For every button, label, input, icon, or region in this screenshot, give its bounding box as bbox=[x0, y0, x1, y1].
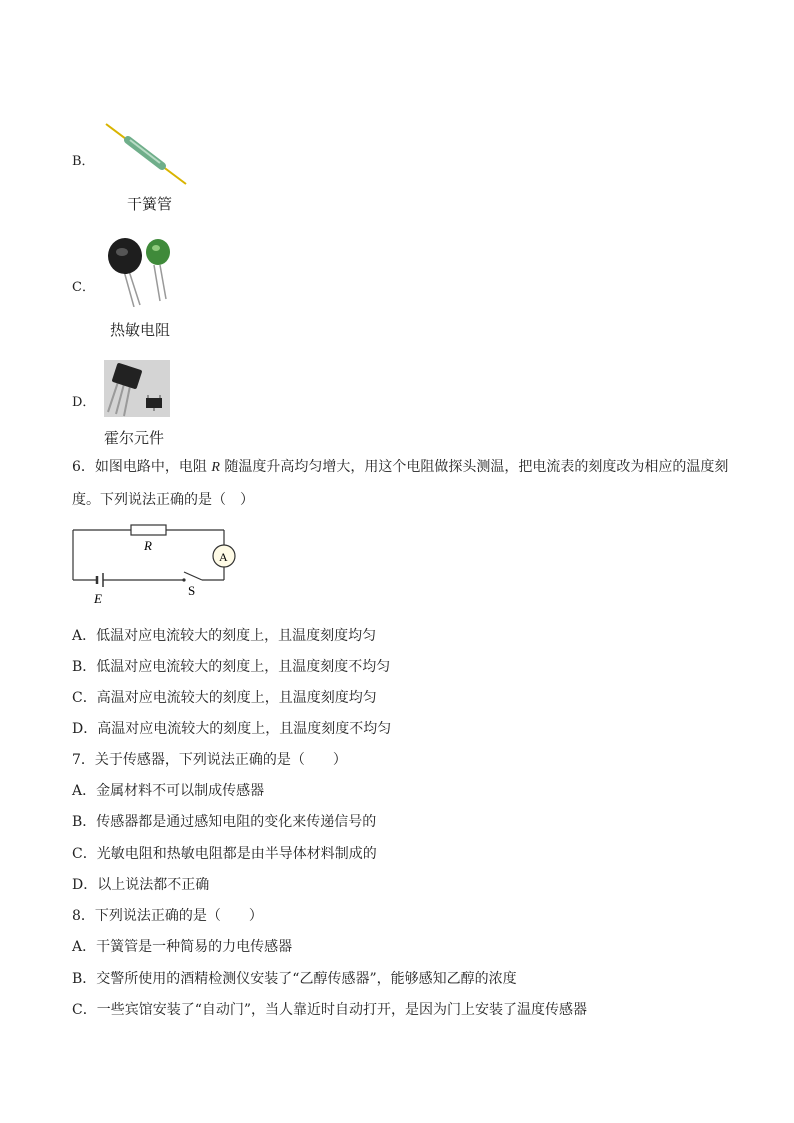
q7-option-a: A．金属材料不可以制成传感器 bbox=[72, 783, 265, 799]
q6-stem-line2: 度。下列说法正确的是（ ） bbox=[72, 492, 254, 508]
q6-stem-line1: 6．如图电路中，电阻 R 随温度升高均匀增大，用这个电阻做探头测温，把电流表的刻度改为相应的温度刻 bbox=[72, 459, 729, 475]
q6-circuit-diagram bbox=[66, 518, 246, 610]
ammeter-label: A bbox=[219, 550, 228, 564]
q8-option-c: C．一些宾馆安装了“自动门”，当人靠近时自动打开，是因为门上安装了温度传感器 bbox=[72, 1002, 588, 1018]
switch-label: S bbox=[188, 583, 196, 598]
q7-option-d: D．以上说法都不正确 bbox=[72, 877, 210, 893]
option-d-letter: D． bbox=[72, 395, 96, 410]
reed-switch-photo-icon bbox=[104, 120, 188, 186]
q6-option-c: C．高温对应电流较大的刻度上，且温度刻度均匀 bbox=[72, 690, 377, 706]
battery-label: E bbox=[94, 591, 102, 606]
option-d-caption: 霍尔元件 bbox=[104, 429, 165, 447]
q7-option-b: B．传感器都是通过感知电阻的变化来传递信号的 bbox=[72, 814, 377, 830]
thermistor-photo-icon bbox=[104, 235, 176, 307]
resistor-label: R bbox=[144, 538, 152, 553]
option-b-letter: B． bbox=[72, 154, 95, 169]
q7-stem: 7．关于传感器，下列说法正确的是（ ） bbox=[72, 752, 347, 768]
q6-option-b: B．低温对应电流较大的刻度上，且温度刻度不均匀 bbox=[72, 659, 391, 675]
q8-stem: 8．下列说法正确的是（ ） bbox=[72, 908, 263, 924]
option-c-letter: C． bbox=[72, 280, 95, 295]
q6-option-d: D．高温对应电流较大的刻度上，且温度刻度不均匀 bbox=[72, 721, 392, 737]
q8-option-b: B．交警所使用的酒精检测仪安装了“乙醇传感器”，能够感知乙醇的浓度 bbox=[72, 971, 517, 987]
option-b-caption: 干簧管 bbox=[127, 195, 173, 213]
switch-symbol bbox=[184, 572, 202, 580]
q8-option-a: A．干簧管是一种简易的力电传感器 bbox=[72, 939, 293, 955]
hall-element-photo-icon bbox=[104, 360, 170, 417]
q6-option-a: A．低温对应电流较大的刻度上，且温度刻度均匀 bbox=[72, 628, 377, 644]
option-c-caption: 热敏电阻 bbox=[110, 321, 171, 339]
resistor-symbol bbox=[131, 525, 166, 535]
q7-option-c: C．光敏电阻和热敏电阻都是由半导体材料制成的 bbox=[72, 846, 377, 862]
